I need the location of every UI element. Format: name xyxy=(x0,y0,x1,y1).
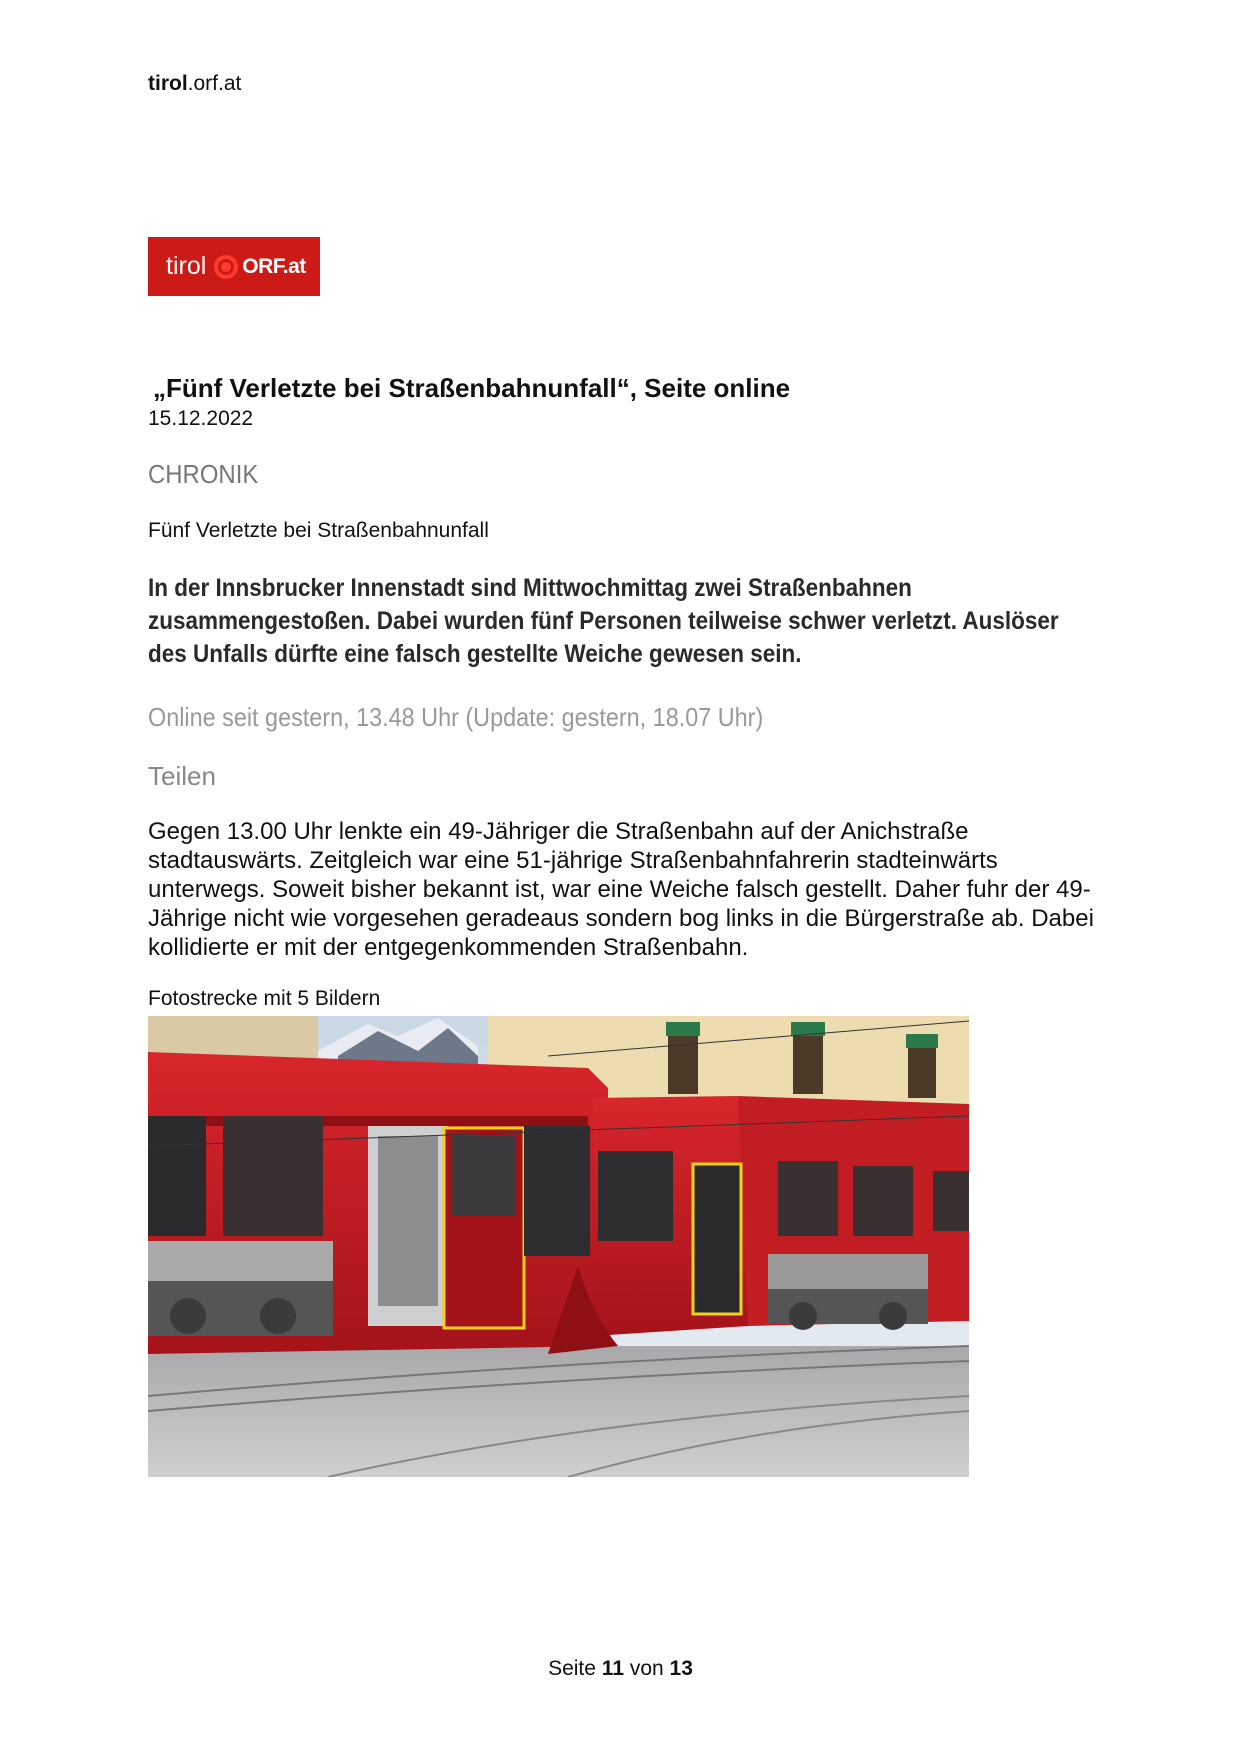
category-label[interactable]: CHRONIK xyxy=(148,459,259,489)
page-footer xyxy=(0,1657,1241,1681)
article-date: 15.12.2022 xyxy=(148,407,254,430)
article-lead: In der Innsbrucker Innenstadt sind Mittwochmittag zwei Straßenbahnen zusammengestoßen. Dabei wurden fünf Personen teilweise schwer verletzt. Auslöser des Unfalls dürfte eine falsch gestellte Weiche gewesen sein. xyxy=(148,574,1059,668)
orf-ring-icon xyxy=(213,254,239,280)
article-body: Gegen 13.00 Uhr lenkte ein 49-Jähriger die Straßenbahn auf der Anichstraße stadtauswärts. Zeitgleich war eine 51-jährige Straßenbahnfahrerin stadteinwärts unterwegs. Soweit bisher bekannt ist, war eine Weiche falsch gestellt. Daher fuhr der 49-Jährige nicht wie vorgesehen geradeaus sondern bog links in die Bürgerstraße ab. Dabei kollidierte er mit der entgegenkommenden Straßenbahn. xyxy=(148,818,1094,961)
footer-prefix: Seite xyxy=(548,1657,596,1680)
online-timestamp: Online seit gestern, 13.48 Uhr (Update: gestern, 18.07 Uhr) xyxy=(148,702,764,732)
footer-page-number: 11 xyxy=(601,1657,624,1680)
footer-total-pages: 13 xyxy=(669,1657,693,1680)
site-name-rest: .orf.at xyxy=(187,72,242,95)
logo-text-tirol: tirol xyxy=(166,252,207,280)
site-name-bold: tirol xyxy=(148,72,188,95)
logo-text-orf: ORF.at xyxy=(242,254,306,278)
site-header xyxy=(148,72,241,96)
article-subtitle: Fünf Verletzte bei Straßenbahnunfall xyxy=(148,519,489,542)
share-link[interactable]: Teilen xyxy=(148,761,216,791)
tram-accident-photo[interactable] xyxy=(148,1016,969,1477)
orf-logo[interactable] xyxy=(148,237,320,296)
footer-middle: von xyxy=(629,1657,664,1680)
article-title: „Fünf Verletzte bei Straßenbahnunfall“, Seite online xyxy=(153,373,791,403)
photo-illustration xyxy=(148,1016,969,1477)
gallery-label: Fotostrecke mit 5 Bildern xyxy=(148,987,381,1010)
